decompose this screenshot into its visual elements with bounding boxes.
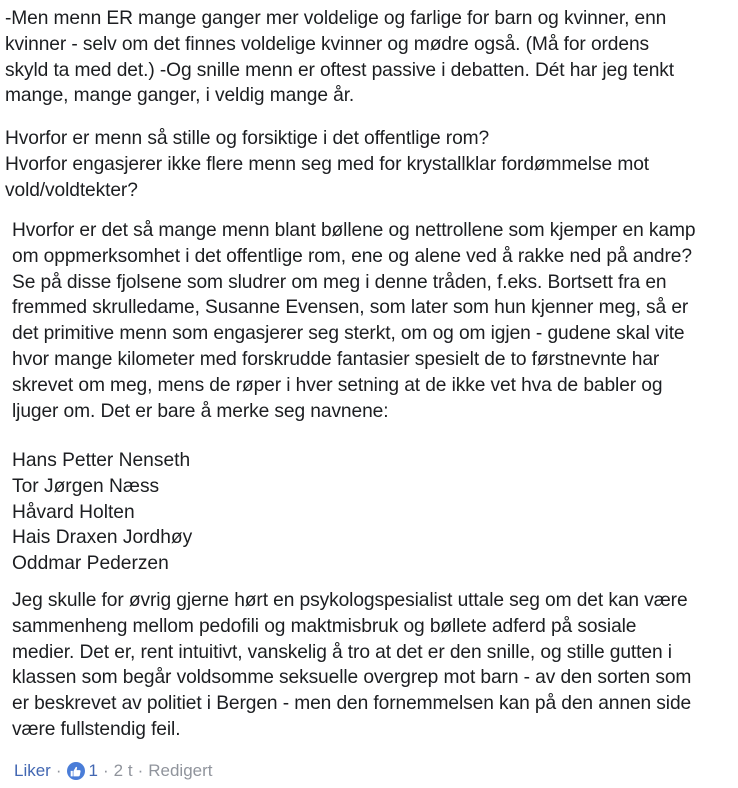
like-button[interactable]: Liker bbox=[14, 761, 51, 780]
list-item: Hans Petter Nenseth bbox=[12, 450, 191, 471]
comment-paragraph-3: Hvorfor er det så mange menn blant bøllene og nettrollene som kjemper en kamp om oppmerksomhet i det offentlige rom, ene og alene ved å rakke ned på andre? Se på disse fjolsene som sludrer om meg i denne tråden, f.eks. Bortsett fra en fremmed skrulledame, Susanne Evensen, som later som hun kjenner meg, så er det primitive menn som engasjerer seg sterkt, om og om igjen - gudene skal vite hvor mange kilometer med forskrudde fantasier spesielt de to førstnevnte har skrevet om meg, mens de røper i hver setning at de ikke vet hva de babler og ljuger om. Det er bare å merke seg navnene: bbox=[12, 220, 696, 422]
reaction-count: 1 bbox=[88, 761, 98, 780]
comment-paragraph-2: Hvorfor er menn så stille og forsiktige i det offentlige rom? Hvorfor engasjerer ikke flere menn seg med for krystallklar fordømmelse mot vold/voldtekter? bbox=[5, 128, 650, 201]
thumbs-up-icon bbox=[67, 762, 85, 780]
separator: · bbox=[55, 761, 62, 780]
name-list bbox=[12, 448, 412, 577]
list-item: Tor Jørgen Næss bbox=[12, 475, 160, 497]
comment-paragraph-4: Jeg skulle for øvrig gjerne hørt en psykologspesialist uttale seg om det kan være sammenheng mellom pedofili og maktmisbruk og bøllete adferd på sosiale medier. Det er, rent intuitivt, vanskelig å tro at det er den snille, og stille gutten i klassen som begår voldsomme seksuelle overgrep mot barn - av den sorten som er beskrevet av politiet i Bergen - men den fornemmelsen kan på den annen side være fullstendig feil. bbox=[12, 590, 692, 740]
edited-link[interactable]: Redigert bbox=[148, 761, 213, 780]
comment-paragraph-1: -Men menn ER mange ganger mer voldelige og farlige for barn og kvinner, enn kvinner - selv om det finnes voldelige kvinner og mødre også. (Må for ordens skyld ta med det.) -Og snille menn er oftest passive i debatten. Dét har jeg tenkt mange, mange ganger, i veldig mange år. bbox=[5, 8, 675, 107]
list-item: Håvard Holten bbox=[12, 501, 135, 523]
timestamp-link[interactable]: 2 t bbox=[113, 761, 133, 780]
list-item: Oddmar Pederzen bbox=[12, 553, 169, 575]
comment-actions bbox=[14, 759, 213, 783]
list-item: Hais Draxen Jordhøy bbox=[12, 527, 193, 549]
reaction-count-button[interactable] bbox=[67, 761, 98, 781]
separator: · bbox=[137, 761, 144, 780]
separator: · bbox=[103, 761, 109, 780]
